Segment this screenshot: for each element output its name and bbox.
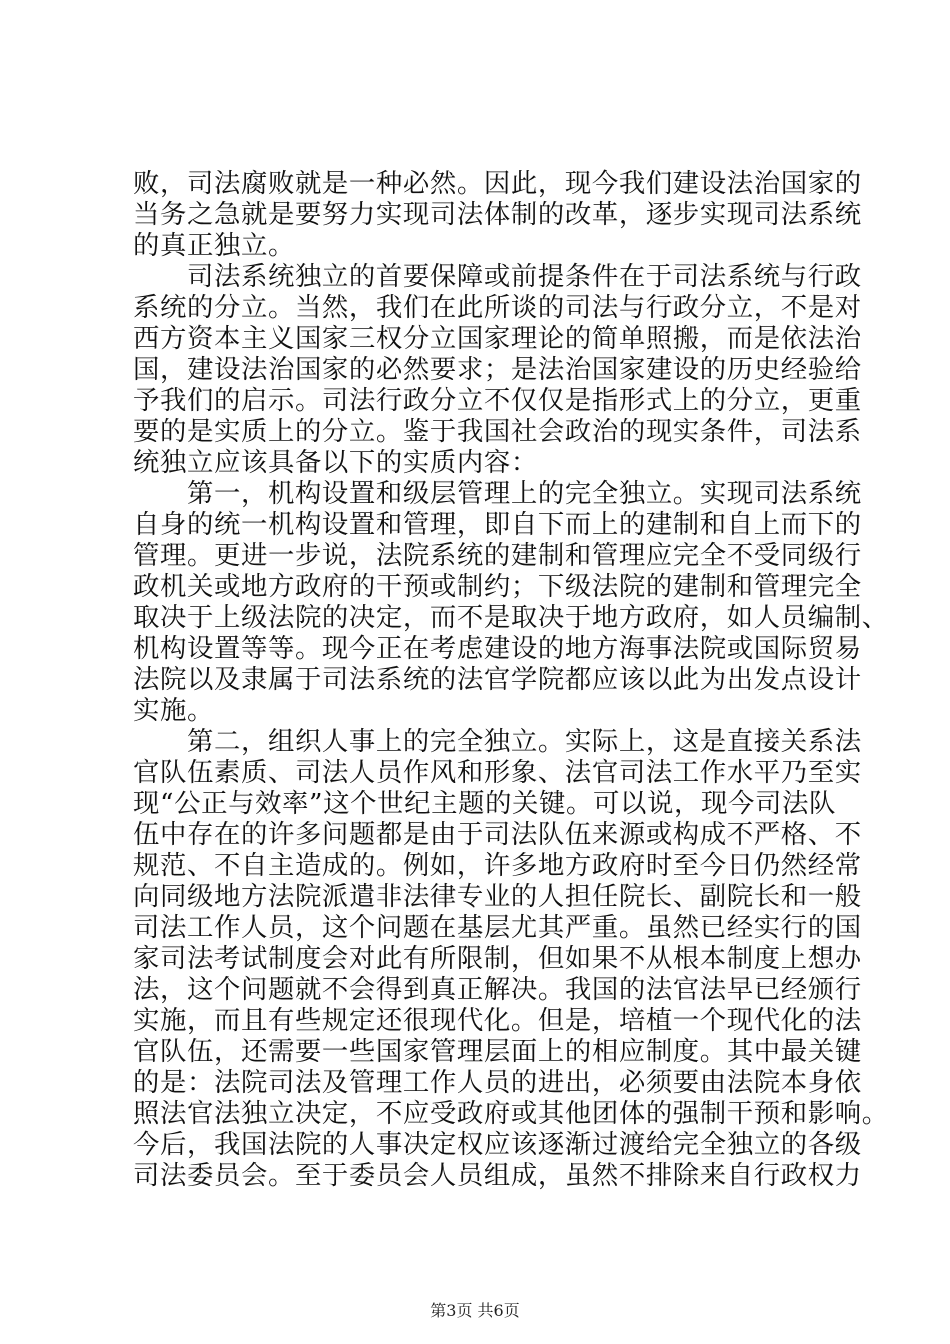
text-line: 自身的统一机构设置和管理，即自下而上的建制和自上而下的 [133,509,862,540]
text-line: 机构设置等等。现今正在考虑建设的地方海事法院或国际贸易 [133,633,862,664]
text-line: 照法官法独立决定，不应受政府或其他团体的强制干预和影响。 [133,1098,889,1129]
text-line: 的是：法院司法及管理工作人员的进出，必须要由法院本身依 [133,1067,862,1098]
text-line: 予我们的启示。司法行政分立不仅仅是指形式上的分立，更重 [133,385,862,416]
text-line: 实施。 [133,695,214,726]
text-line: 当务之急就是要努力实现司法体制的改革，逐步实现司法系统 [133,199,862,230]
text-line: 现“公正与效率”这个世纪主题的关键。可以说，现今司法队 [133,788,836,819]
text-line: 官队伍，还需要一些国家管理层面上的相应制度。其中最关键 [133,1036,862,1067]
text-line: 今后，我国法院的人事决定权应该逐渐过渡给完全独立的各级 [133,1129,862,1160]
text-line: 西方资本主义国家三权分立国家理论的简单照搬，而是依法治 [133,323,862,354]
text-line: 法院以及隶属于司法系统的法官学院都应该以此为出发点设计 [133,664,862,695]
text-line: 实施，而且有些规定还很现代化。但是，培植一个现代化的法 [133,1005,862,1036]
text-line: 家司法考试制度会对此有所限制，但如果不从根本制度上想办 [133,943,862,974]
text-line: 败，司法腐败就是一种必然。因此，现今我们建设法治国家的 [133,168,862,199]
text-line: 司法委员会。至于委员会人员组成，虽然不排除来自行政权力 [133,1160,862,1191]
text-line: 第二，组织人事上的完全独立。实际上，这是直接关系法 [133,726,862,757]
text-line: 要的是实质上的分立。鉴于我国社会政治的现实条件，司法系 [133,416,862,447]
text-line: 国，建设法治国家的必然要求；是法治国家建设的历史经验给 [133,354,862,385]
text-line: 法，这个问题就不会得到真正解决。我国的法官法早已经颁行 [133,974,862,1005]
text-line: 司法工作人员，这个问题在基层尤其严重。虽然已经实行的国 [133,912,862,943]
text-line: 规范、不自主造成的。例如，许多地方政府时至今日仍然经常 [133,850,862,881]
text-line: 政机关或地方政府的干预或制约；下级法院的建制和管理完全 [133,571,862,602]
text-line: 第一，机构设置和级层管理上的完全独立。实现司法系统 [133,478,862,509]
text-line: 系统的分立。当然，我们在此所谈的司法与行政分立，不是对 [133,292,862,323]
text-line: 的真正独立。 [133,230,295,261]
text-line: 统独立应该具备以下的实质内容： [133,447,538,478]
text-line: 司法系统独立的首要保障或前提条件在于司法系统与行政 [133,261,862,292]
page-number: 第3页 共6页 [430,1301,520,1320]
body-text [133,168,889,1191]
text-line: 伍中存在的许多问题都是由于司法队伍来源或构成不严格、不 [133,819,862,850]
page-footer [0,1298,950,1321]
text-line: 官队伍素质、司法人员作风和形象、法官司法工作水平乃至实 [133,757,862,788]
text-line: 管理。更进一步说，法院系统的建制和管理应完全不受同级行 [133,540,862,571]
text-line: 取决于上级法院的决定，而不是取决于地方政府，如人员编制、 [133,602,889,633]
text-line: 向同级地方法院派遣非法律专业的人担任院长、副院长和一般 [133,881,862,912]
